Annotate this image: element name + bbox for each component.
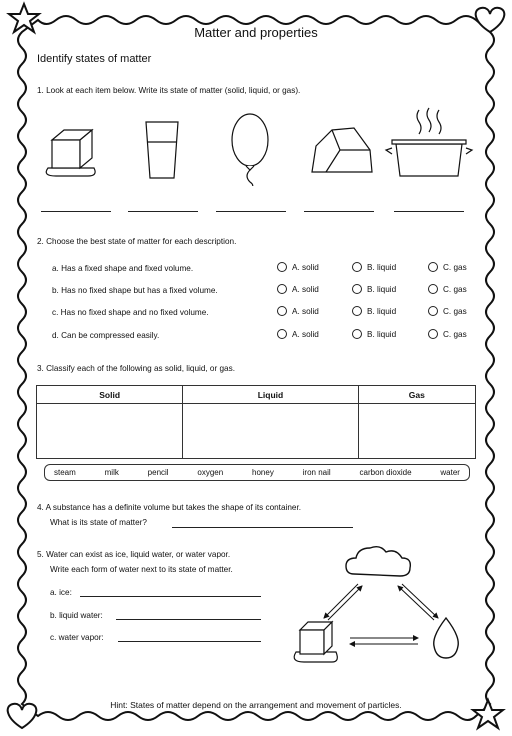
word-bank-item: oxygen [197,468,224,477]
question-5-line2: Write each form of water next to its state of matter. [50,565,233,574]
answer-line[interactable] [216,211,286,212]
word-bank-item: steam [54,468,76,477]
solid-answer-cell[interactable] [37,404,183,459]
radio-button[interactable] [277,306,287,316]
word-bank [44,464,470,481]
column-header-liquid: Liquid [183,386,358,404]
question-4-line2: What is its state of matter? [50,518,147,527]
radio-button[interactable] [352,329,362,339]
column-header-gas: Gas [358,386,475,404]
option-b[interactable]: B. liquid [352,262,396,272]
option-a[interactable]: A. solid [277,284,319,294]
radio-button[interactable] [277,284,287,294]
rock-icon [312,128,372,172]
radio-button[interactable] [277,262,287,272]
option-c[interactable]: C. gas [428,329,467,339]
radio-button[interactable] [352,284,362,294]
radio-button[interactable] [428,284,438,294]
cloud-icon [346,547,410,576]
column-header-solid: Solid [37,386,183,404]
radio-button[interactable] [352,262,362,272]
option-c[interactable]: C. gas [428,306,467,316]
steaming-pot-icon [386,108,472,176]
option-a[interactable]: A. solid [277,329,319,339]
hint-text: Hint: States of matter depend on the arrangement and movement of particles. [110,700,402,710]
question-3-prompt: 3. Classify each of the following as solid, liquid, or gas. [37,364,235,373]
option-c[interactable]: C. gas [428,284,467,294]
ice-cube-icon [46,130,95,176]
glass-of-water-icon [146,122,178,178]
question-5-line1: 5. Water can exist as ice, liquid water, or water vapor. [37,550,231,559]
ice-cube-icon [294,622,337,662]
liquid-water-label: b. liquid water: [50,611,103,620]
q2-row-text: b. Has no fixed shape but has a fixed volume. [52,286,218,295]
answer-line[interactable] [116,619,261,620]
answer-line[interactable] [128,211,198,212]
classification-table [36,385,476,459]
radio-button[interactable] [352,306,362,316]
word-bank-item: water [440,468,460,477]
word-bank-item: pencil [147,468,169,477]
option-a[interactable]: A. solid [277,262,319,272]
word-bank-item: honey [252,468,274,477]
answer-line[interactable] [172,527,353,528]
arrows [324,584,438,644]
water-vapor-label: c. water vapor: [50,633,104,642]
answer-line[interactable] [394,211,464,212]
water-drop-icon [434,618,459,658]
answer-line[interactable] [41,211,111,212]
word-bank-item: iron nail [302,468,331,477]
water-forms-diagram [288,540,478,670]
ice-label: a. ice: [50,588,72,597]
balloon-icon [232,114,268,186]
word-bank-item: milk [104,468,119,477]
answer-line[interactable] [304,211,374,212]
answer-line[interactable] [118,641,261,642]
option-b[interactable]: B. liquid [352,284,396,294]
page-title: Matter and properties [194,25,318,40]
radio-button[interactable] [428,306,438,316]
q1-pictures [36,106,476,186]
q2-row-text: c. Has no fixed shape and no fixed volume. [52,308,209,317]
word-bank-item: carbon dioxide [359,468,412,477]
radio-button[interactable] [277,329,287,339]
radio-button[interactable] [428,329,438,339]
gas-answer-cell[interactable] [358,404,475,459]
section-heading: Identify states of matter [37,53,152,65]
option-b[interactable]: B. liquid [352,306,396,316]
q2-row-text: d. Can be compressed easily. [52,331,160,340]
radio-button[interactable] [428,262,438,272]
q2-row-text: a. Has a fixed shape and fixed volume. [52,264,194,273]
option-b[interactable]: B. liquid [352,329,396,339]
answer-line[interactable] [80,596,261,597]
option-c[interactable]: C. gas [428,262,467,272]
question-4-line1: 4. A substance has a definite volume but takes the shape of its container. [37,503,301,512]
option-a[interactable]: A. solid [277,306,319,316]
liquid-answer-cell[interactable] [183,404,358,459]
question-2-prompt: 2. Choose the best state of matter for each description. [37,237,237,246]
question-1-prompt: 1. Look at each item below. Write its state of matter (solid, liquid, or gas). [37,86,301,95]
